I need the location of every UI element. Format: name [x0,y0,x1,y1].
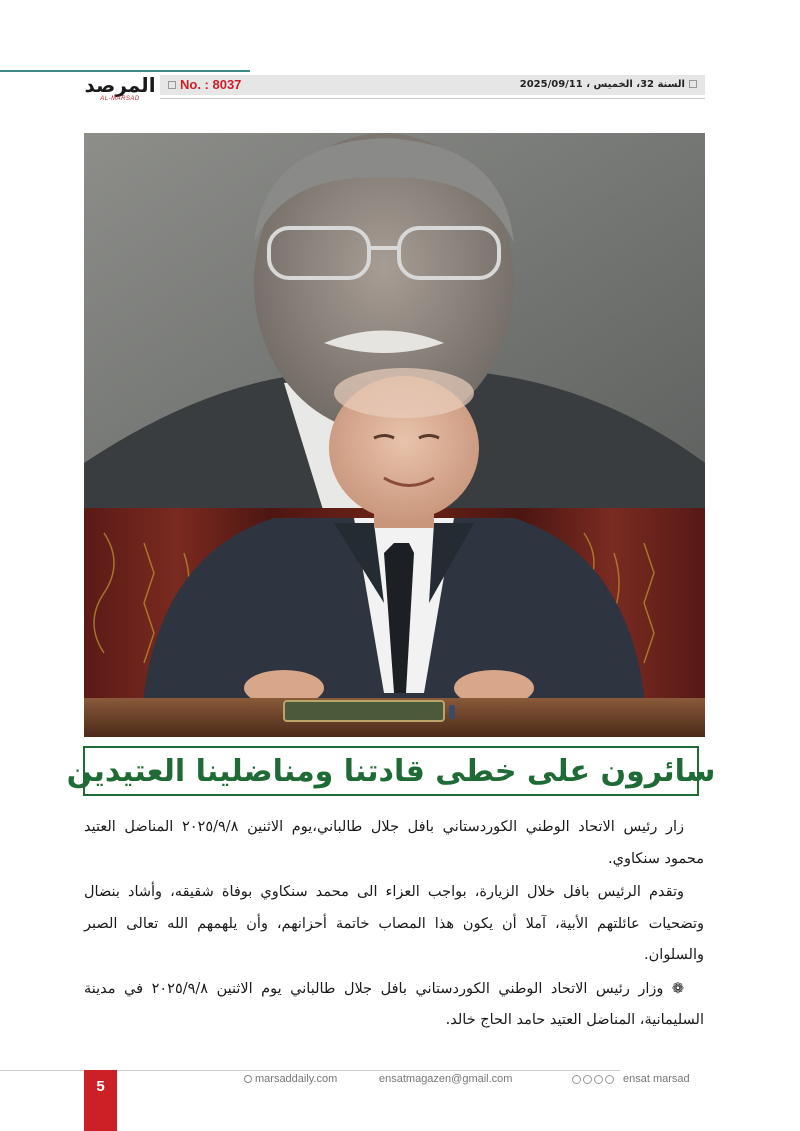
issue-number-text: No. : 8037 [180,77,242,92]
page-number: 5 [96,1078,105,1095]
square-bullet-icon [689,80,697,88]
square-bullet-icon [168,81,176,89]
page-number-box [84,1070,117,1131]
facebook-icon[interactable] [572,1075,581,1084]
article-paragraph: ❁ وزار رئيس الاتحاد الوطني الكوردستاني بافل جلال طالباني يوم الاثنين ٢٠٢٥/٩/٨ في مدينة السليمانية، المناضل العتيد حامد الحاج خالد. [84,980,704,1028]
instagram-icon[interactable] [594,1075,603,1084]
article-paragraph: وتقدم الرئيس بافل خلال الزيارة، بواجب العزاء الى محمد سنكاوي بوفاة شقيقه، وأشاد بنضال وتضحيات عائلتهم الأبية، آملا أن يكون هذا المصاب خاتمة أحزانهم، وأن يلهمهم الله تعالى الصبر والسلوان. [84,884,704,963]
article-paragraph: زار رئيس الاتحاد الوطني الكوردستاني بافل جلال طالباني،يوم الاثنين ٢٠٢٥/٩/٨ المناضل العتيد محمود سنكاوي. [84,819,704,867]
youtube-icon[interactable] [605,1075,614,1084]
masthead-logo [82,73,158,105]
logo-text: المرصد [84,73,156,97]
header-bar [160,75,705,95]
issue-date [520,75,697,95]
footer-website-text: marsaddaily.com [255,1073,338,1085]
article-photo-illustration [84,133,705,737]
twitter-icon[interactable] [583,1075,592,1084]
issue-date-text: السنة 32، الخميس ، 2025/09/11 [519,79,685,90]
article-title-box [66,746,716,796]
logo-subtext: AL-MARSAD [100,96,140,102]
social-icons [572,1075,614,1084]
footer-name: ensat marsad [623,1073,690,1085]
footer-website[interactable] [244,1073,337,1085]
article-photo [84,133,705,737]
article-title: سائرون على خطى قادتنا ومناضلينا العتيدين [66,753,716,789]
top-decorative-line [0,70,250,72]
footer-email[interactable]: ensatmagazen@gmail.com [379,1073,513,1085]
article-body [84,812,704,1039]
issue-number [168,75,241,95]
globe-icon [244,1075,252,1083]
